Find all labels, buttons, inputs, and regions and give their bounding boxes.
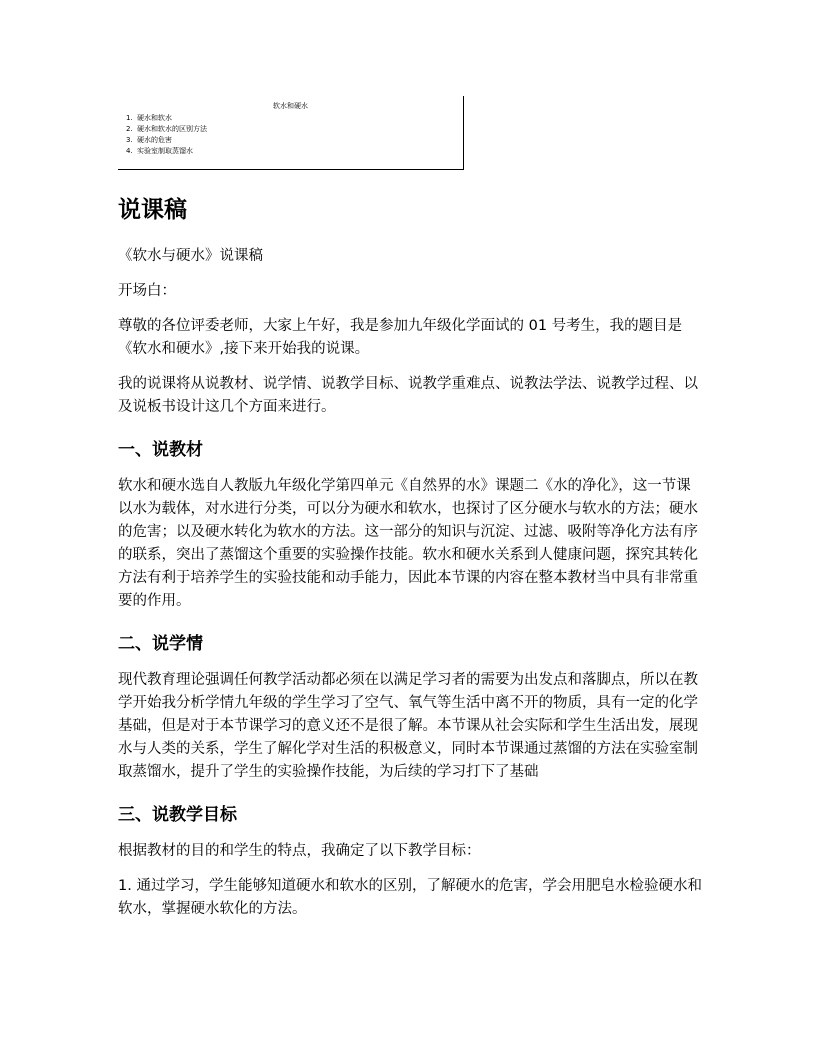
blackboard-item: 3. 硬水的危害 <box>126 136 172 144</box>
blackboard-list <box>126 113 463 157</box>
section-heading-textbook: 一、说教材 <box>118 440 203 460</box>
document-title: 说课稿 <box>118 197 187 223</box>
intro-paragraph: 尊敬的各位评委老师，大家上午好，我是参加九年级化学面试的 01 号考生，我的题目是《软水和硬水》,接下来开始我的说课。 <box>118 318 683 357</box>
blackboard-title: 软水和硬水 <box>273 102 308 110</box>
section-heading-students: 二、说学情 <box>118 634 203 654</box>
blackboard-item: 1. 硬水和软水 <box>126 114 172 122</box>
goal-item: 1. 通过学习，学生能够知道硬水和软水的区别，了解硬水的危害，学会用肥皂水检验硬水和软水，掌握硬水软化的方法。 <box>118 878 702 917</box>
subtitle: 《软水与硬水》说课稿 <box>118 248 263 264</box>
section-body-textbook: 软水和硬水选自人教版九年级化学第四单元《自然界的水》课题二《水的净化》，这一节课以水为载体，对水进行分类，可以分为硬水和软水，也探讨了区分硬水与软水的方法；硬水的危害；以及硬水转化为软水的方法。这一部分的知识与沉淀、过滤、吸附等净化方法有序的联系，突出了蒸馏这个重要的实验操作技能。软水和硬水关系到人健康问题，探究其转化方法有利于培养学生的实验技能和动手能力，因此本节课的内容在整本教材当中具有非常重要的作用。 <box>118 478 698 609</box>
intro-paragraph: 我的说课将从说教材、说学情、说教学目标、说教学重难点、说教法学法、说教学过程、以及说板书设计这几个方面来进行。 <box>118 376 698 415</box>
section-body-students: 现代教育理论强调任何教学活动都必须在以满足学习者的需要为出发点和落脚点，所以在教学开始我分析学情九年级的学生学习了空气、氧气等生活中离不开的物质，具有一定的化学基础，但是对于本节课学习的意义还不是很了解。本节课从社会实际和学生生活出发，展现水与人类的关系，学生了解化学对生活的积极意义，同时本节课通过蒸馏的方法在实验室制取蒸馏水，提升了学生的实验操作技能，为后续的学习打下了基础 <box>118 672 698 780</box>
section-body-goals: 根据教材的目的和学生的特点，我确定了以下教学目标： <box>118 843 481 859</box>
section-heading-goals: 三、说教学目标 <box>118 805 237 825</box>
blackboard-item: 2. 硬水和软水的区别方法 <box>126 125 207 133</box>
blackboard-design-box <box>118 96 464 170</box>
document-body <box>118 245 703 933</box>
opening-label: 开场白： <box>118 283 176 299</box>
blackboard-item: 4. 实验室制取蒸馏水 <box>126 147 193 155</box>
